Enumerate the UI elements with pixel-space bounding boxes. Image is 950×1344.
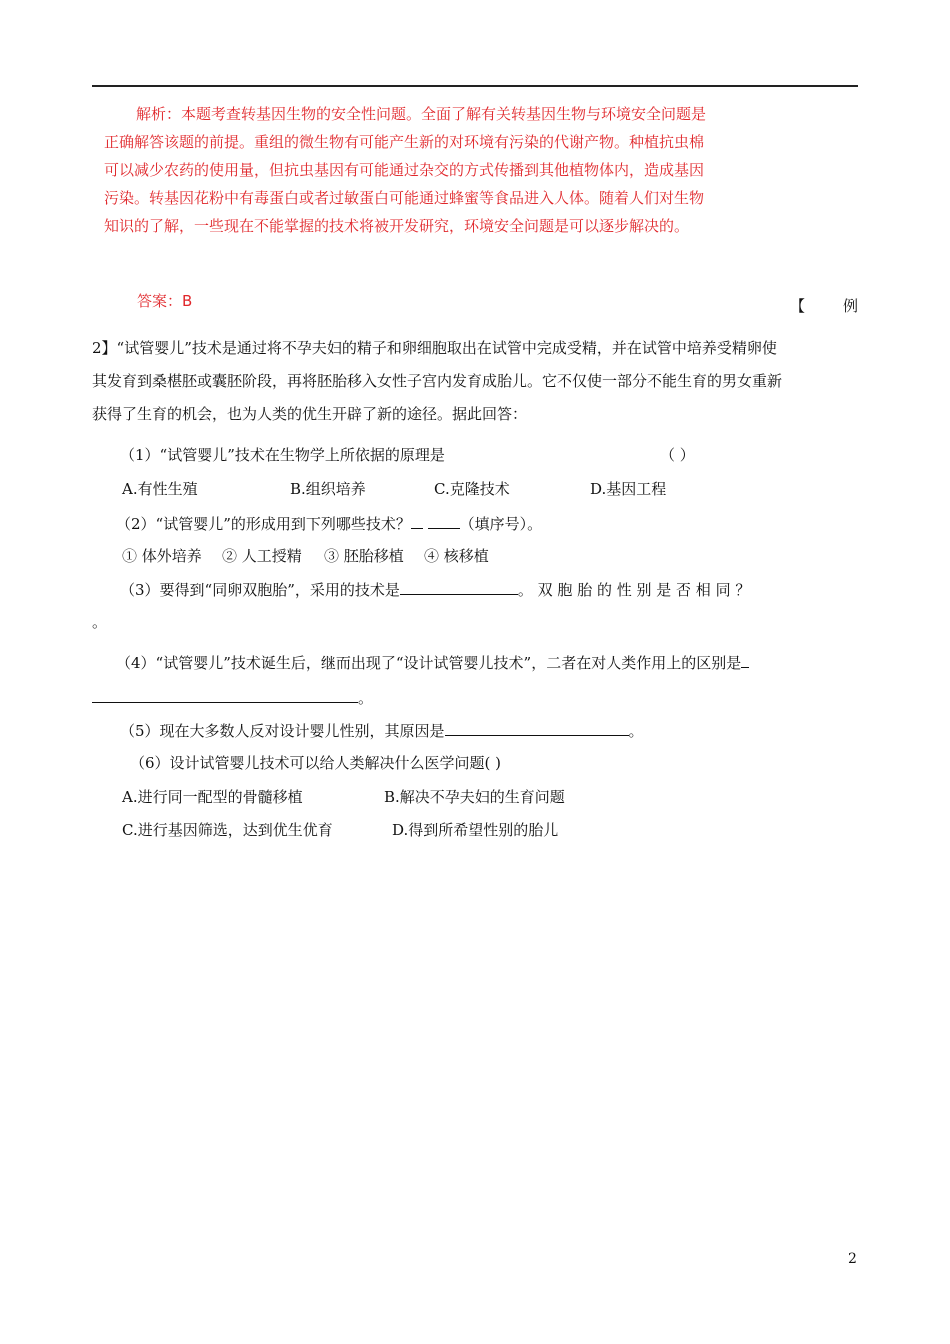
- q1-option-b: B.组织培养: [290, 480, 366, 498]
- analysis-line: 可以减少农药的使用量，但抗虫基因有可能通过杂交的方式传播到其他植物体内，造成基因: [104, 161, 705, 179]
- answer-blank[interactable]: [445, 719, 629, 736]
- question-6: （6）设计试管婴儿技术可以给人类解决什么医学问题( ): [130, 754, 502, 772]
- analysis-line: 知识的了解，一些现在不能掌握的技术将被开发研究，环境安全问题是可以逐步解决的。: [104, 217, 690, 235]
- question-3: [120, 578, 750, 600]
- question-3-end: 。: [92, 613, 108, 631]
- answer-blank[interactable]: [400, 578, 518, 595]
- page-number: 2: [848, 1251, 857, 1267]
- q6-option-d: D.得到所希望性别的胎儿: [392, 821, 559, 839]
- question-intro: [92, 332, 858, 431]
- answer-blank[interactable]: [92, 686, 358, 703]
- q2-option-4: ④ 核移植: [424, 547, 489, 565]
- question-4-text: （4）“试管婴儿”技术诞生后，继而出现了“设计试管婴儿技术”，二者在对人类作用上的区别是: [116, 654, 742, 672]
- question-4-end: 。: [358, 689, 374, 707]
- analysis-line: 污染。转基因花粉中有毒蛋白或者过敏蛋白可能通过蜂蜜等食品进入人体。随着人们对生物: [104, 189, 705, 207]
- question-1: （1）“试管婴儿”技术在生物学上所依据的原理是: [120, 446, 445, 464]
- q6-option-a: A.进行同一配型的骨髓移植: [122, 788, 303, 806]
- q1-option-c: C.克隆技术: [434, 480, 510, 498]
- intro-line: 2】“试管婴儿”技术是通过将不孕夫妇的精子和卵细胞取出在试管中完成受精，并在试管中培养受精卵使: [92, 339, 777, 357]
- q2-option-3: ③ 胚胎移植: [324, 547, 404, 565]
- header-rule: [92, 85, 858, 87]
- answer-blank[interactable]: [428, 512, 460, 529]
- question-4-line2: [92, 686, 373, 708]
- analysis-line: 正确解答该题的前提。重组的微生物有可能产生新的对环境有污染的代谢产物。种植抗虫棉: [104, 133, 705, 151]
- question-3-followup: 。 双 胞 胎 的 性 别 是 否 相 同 ？: [517, 581, 751, 599]
- q2-option-1: ① 体外培养: [122, 547, 202, 565]
- question-1-paren: （ ）: [660, 446, 695, 464]
- intro-line: 其发育到桑椹胚或囊胚阶段，再将胚胎移入女性子宫内发育成胎儿。它不仅使一部分不能生育的男女重新: [92, 372, 783, 390]
- question-5-end: 。: [628, 722, 644, 740]
- q1-option-a: A.有性生殖: [122, 480, 198, 498]
- q6-option-c: C.进行基因筛选，达到优生优育: [122, 821, 333, 839]
- example-label: 例: [842, 297, 858, 315]
- analysis-paragraph: [104, 100, 784, 240]
- question-5: [120, 719, 644, 741]
- answer-blank[interactable]: [741, 651, 749, 668]
- question-4: [116, 651, 749, 673]
- answer-text: 答案：B: [137, 292, 193, 310]
- question-3-text: （3）要得到“同卵双胞胎”，采用的技术是: [120, 581, 400, 599]
- example-bracket: [790, 295, 858, 316]
- bracket-open: 【: [790, 297, 806, 315]
- question-2: [116, 512, 542, 534]
- question-2-text: （2）“试管婴儿”的形成用到下列哪些技术？: [116, 515, 411, 533]
- question-5-text: （5）现在大多数人反对设计婴儿性别，其原因是: [120, 722, 445, 740]
- q1-option-d: D.基因工程: [590, 480, 667, 498]
- intro-line: 获得了生育的机会，也为人类的优生开辟了新的途径。据此回答：: [92, 405, 528, 423]
- analysis-line: 解析：本题考查转基因生物的安全性问题。全面了解有关转基因生物与环境安全问题是: [136, 105, 707, 123]
- question-2-suffix: （填序号）。: [459, 515, 543, 533]
- q6-option-b: B.解决不孕夫妇的生育问题: [384, 788, 565, 806]
- answer-blank[interactable]: [411, 512, 423, 529]
- q2-option-2: ② 人工授精: [222, 547, 302, 565]
